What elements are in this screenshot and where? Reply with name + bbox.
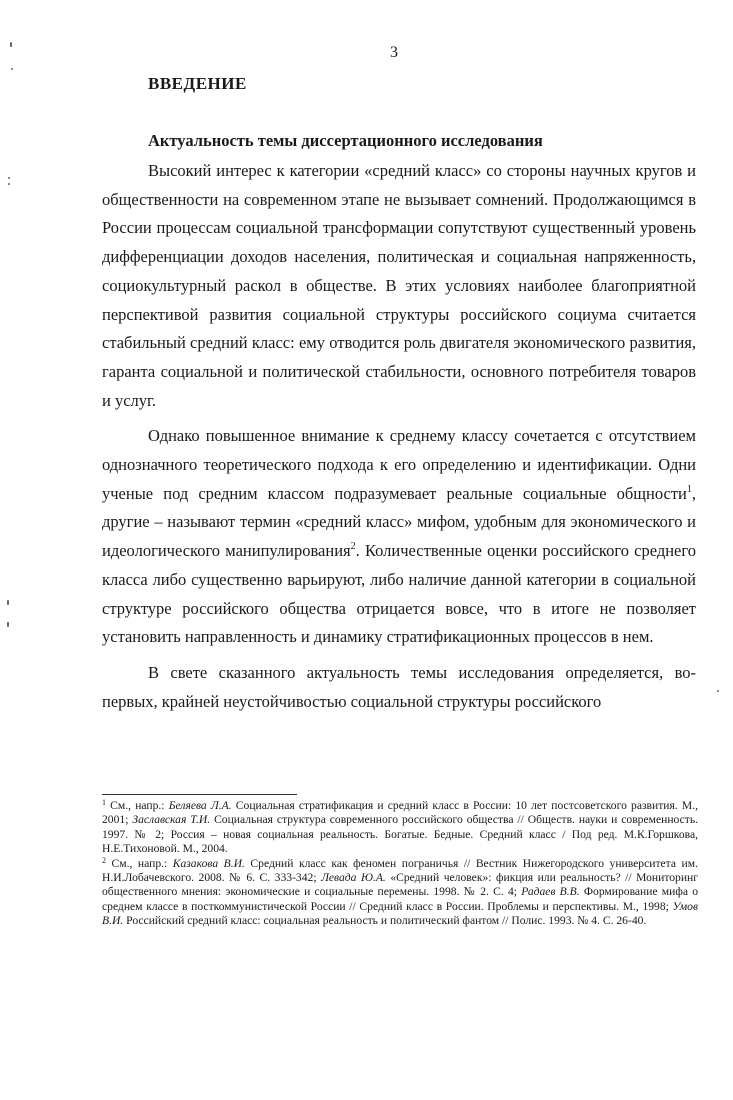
scan-speck [10,42,12,47]
footnote-separator [102,794,297,795]
page-number: 3 [390,44,398,61]
body-text [102,157,696,716]
paragraph-2-part-2: , другие – называют термин «средний класс» мифом, удобным для экономического и идеологического манипулирования [102,483,696,561]
footnote-ref-2: 2 [350,541,356,553]
footnote-1-author-1: Беляева Л.А. [168,799,232,812]
footnote-2-text: Формирование мифа о среднем классе в посткоммунистической России // Средний класс в России. Проблемы и перспективы. М., 1998; [102,885,698,913]
section-subheading: Актуальность темы диссертационного исследования [148,131,543,150]
paragraph-1: Высокий интерес к категории «средний класс» со стороны научных кругов и общественности на современном этапе не вызывает сомнений. Продолжающимся в России процессам социальной трансформации сопутствуют существенный уровень дифференциации доходов населения, политическая и социальная напряженность, социокультурный раскол в обществе. В этих условиях наиболее благоприятной перспективой развития социальной структуры российского социума считается стабильный средний класс: ему отводится роль двигателя экономического развития, гаранта социальной и политической стабильности, основного потребителя товаров и услуг. [102,161,696,410]
footnote-2-text: Российский средний класс: социальная реальность и политический фантом // Полис. 1993. № 4. С. 26-40. [123,914,647,928]
paragraph-2-part-3: . Количественные оценки российского среднего класса либо существенно варьируют, либо наличие данной категории в социальной структуре российского общества отрицается вовсе, что в итоге не позволяет установить направленность и динамику стратификационных процессов в нем. [102,541,696,647]
footnote-1-text: Социальная стратификация и средний класс в России: 10 лет постсоветского развития. М., 2001; [102,799,698,827]
footnote-2-author-2: Левада Ю.А. [321,871,386,885]
scan-speck [8,177,10,179]
footnote-1 [102,799,698,857]
scan-speck [11,68,13,70]
section-heading: ВВЕДЕНИЕ [148,74,247,93]
scan-speck [7,622,9,627]
footnote-2-author-3: Радаев В.В. [521,885,580,899]
footnote-1-author-2: Заславская Т.И. [132,813,211,827]
footnote-2-text: Средний класс как феномен пограничья // Вестник Нижегородского университета им. Н.И.Лобачевского. 2008. № 6. С. 333-342; [102,856,698,885]
footnote-1-text: См., напр.: [106,799,169,812]
footnote-2-author-1: Казакова В.И. [172,856,245,870]
footnote-2 [102,857,698,929]
footnote-ref-1: 1 [686,483,692,495]
paragraph-2 [102,422,696,652]
footnotes [102,799,698,929]
scan-speck [8,183,10,185]
footnote-2-author-4: Умов В.И. [102,899,698,928]
paragraph-3: В свете сказанного актуальность темы исследования определяется, во-первых, крайней неустойчивостью социальной структуры российского [102,662,696,711]
scan-speck [717,690,719,692]
footnote-2-text: «Средний человек»: фикция или реальность? // Мониторинг общественного мнения: экономические и социальные перемены. 1998. № 2. С. 4; [102,871,698,899]
paragraph-2-part-1: Однако повышенное внимание к среднему классу сочетается с отсутствием однозначного теоретического подхода к его определению и идентификации. Одни ученые под средним классом подразумевает реальные социальные общности [102,426,696,503]
footnote-marker-1: 1 [102,798,106,807]
footnote-1-text: Социальная структура современного российского общества // Обществ. науки и современность. 1997. № 2; Россия – новая социальная реальность. Богатые. Бедные. Средний класс / Под ред. М.К.Горшкова, Н.Е.Тихоновой. М., 2004. [102,813,699,856]
scan-speck [7,600,9,605]
footnote-marker-2: 2 [102,855,106,865]
footnote-2-text: См., напр.: [106,856,173,870]
